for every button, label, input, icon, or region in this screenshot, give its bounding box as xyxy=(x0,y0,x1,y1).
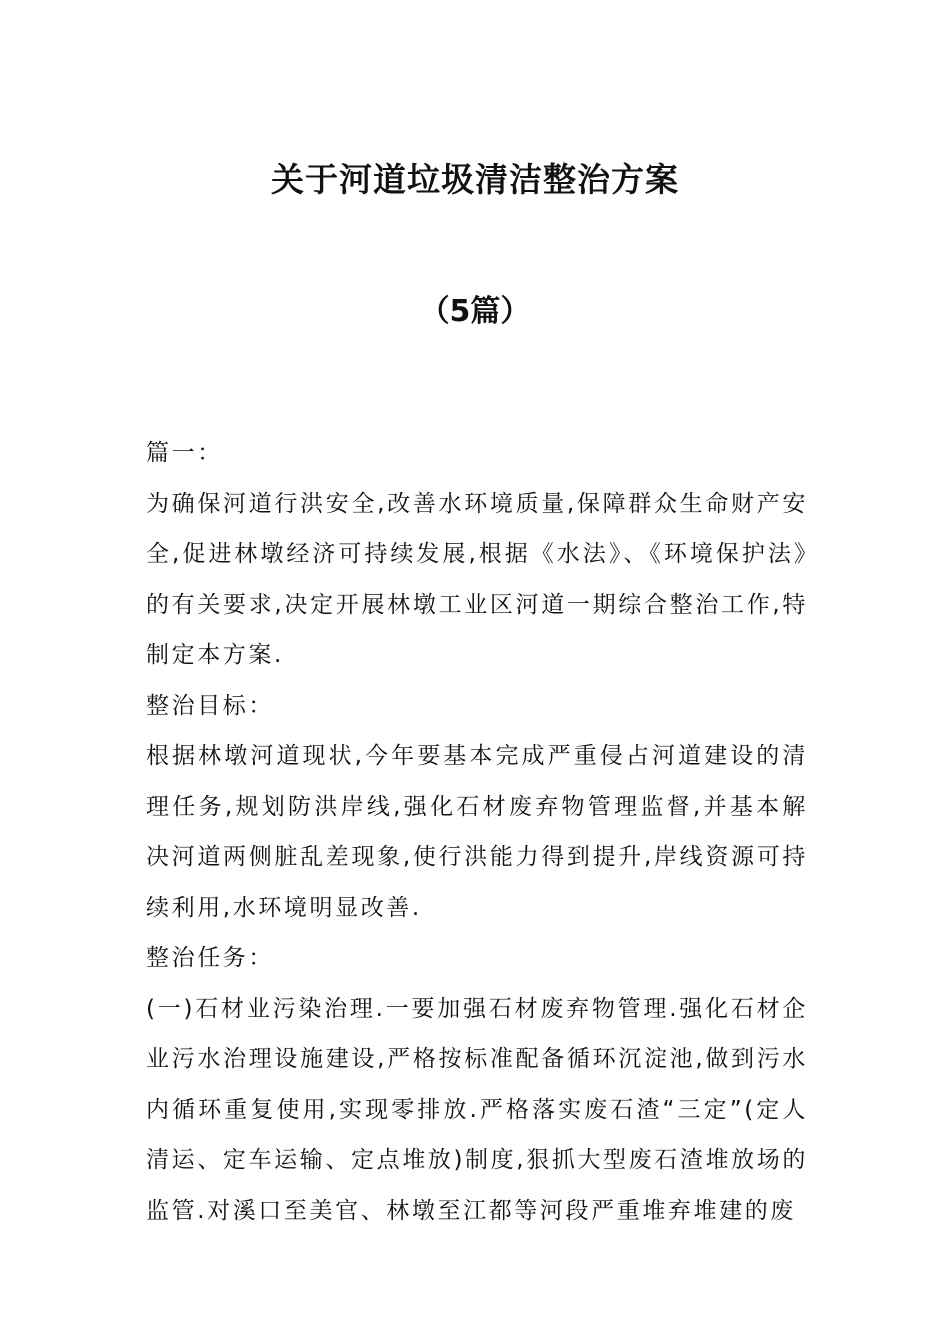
document-title: 关于河道垃圾清洁整治方案 xyxy=(271,160,679,199)
body-paragraph: (一)石材业污染治理.一要加强石材废弃物管理.强化石材企业污水治理设施建设,严格按标准配备循环沉淀池,做到污水内循环重复使用,实现零排放.严格落实废石渣“三定”(定人清运、定车运输、定点堆放)制度,狠抓大型废石渣堆放场的监管.对溪口至美官、林墩至江都等河段严重堆弃堆建的废 xyxy=(146,995,808,1224)
body-paragraph: 根据林墩河道现状,今年要基本完成严重侵占河道建设的清理任务,规划防洪岸线,强化石材废弃物管理监督,并基本解决河道两侧脏乱差现象,使行洪能力得到提升,岸线资源可持续利用,水环境明显改善. xyxy=(146,743,808,921)
section-heading: 篇一： xyxy=(146,440,223,466)
document-body xyxy=(146,428,808,1236)
body-paragraph: 为确保河道行洪安全,改善水环境质量,保障群众生命财产安全,促进林墩经济可持续发展,根据《水法》、《环境保护法》的有关要求,决定开展林墩工业区河道一期综合整治工作,特制定本方案. xyxy=(146,490,808,668)
section-heading: 整治任务： xyxy=(146,945,274,971)
document-subtitle: （5篇） xyxy=(419,294,531,329)
section-heading: 整治目标： xyxy=(146,692,274,719)
